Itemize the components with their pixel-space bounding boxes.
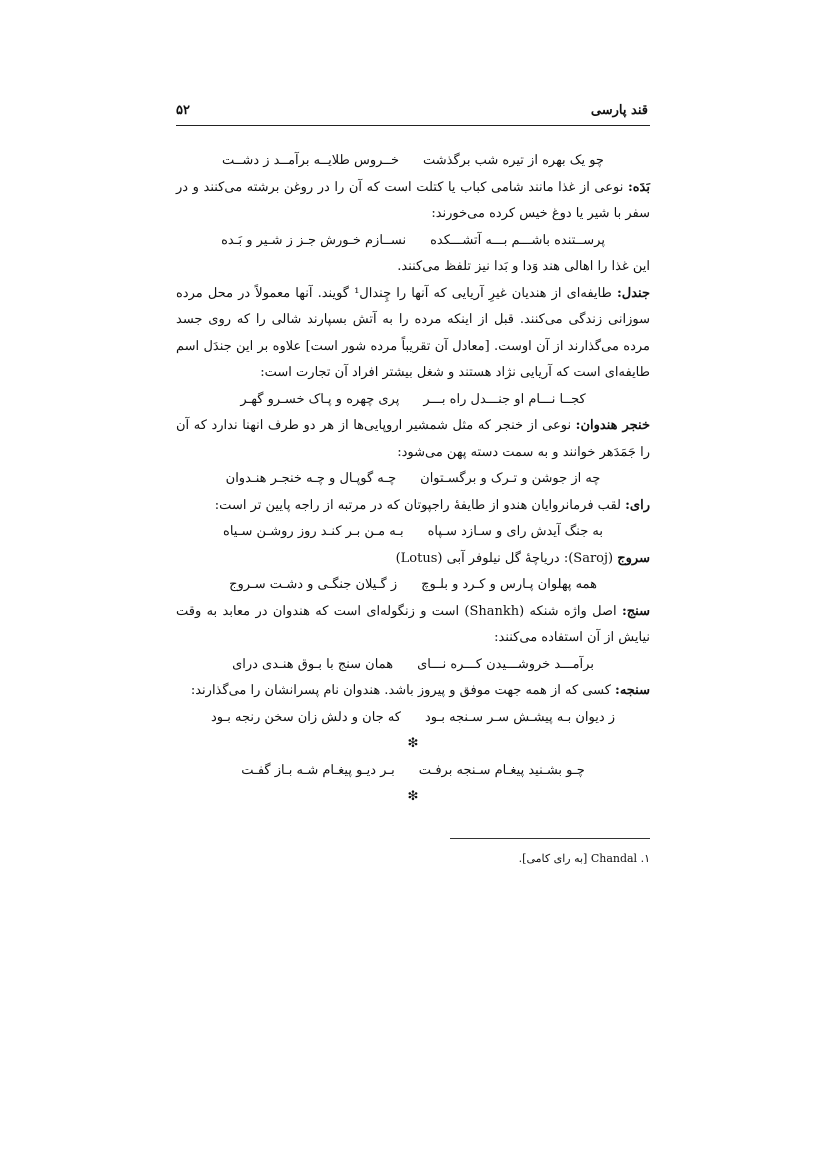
headword: بَدَه: xyxy=(627,179,650,195)
ornament-star: ❇ xyxy=(407,789,419,804)
definition: نوعی از غذا مانند شامی کباب یا کتلت است که آن را در روغن برشته می‌کنند و در سفر با شیر یا دوغ خیس کرده می‌خورند: xyxy=(176,179,650,221)
hemistich-1: چه از جوشن و تـرک و برگسـتوان xyxy=(420,471,601,486)
hemistich-1: ز دیوان بـه پیشـش سـر سـنجه بـود xyxy=(425,709,616,725)
hemistich-2: که جان و دلش زان سخن رنجه بـود xyxy=(210,709,401,725)
body-text xyxy=(176,148,650,811)
footnote: ۱. Chandal [به رای کامی]. xyxy=(518,852,650,865)
headword: خنجر هندوان: xyxy=(575,418,650,433)
hemistich-1: همه پهلوان پـارس و کـرد و بلـوچ xyxy=(421,577,597,592)
definition: این غذا را اهالی هند وَدا و بَدا نیز تلفظ می‌کنند. xyxy=(397,259,650,274)
hemistich-2: بـه مـن بـر کنـد روز روشـن سـیاه xyxy=(223,524,404,539)
hemistich-1: کجــا نـــام او جنـــدل راه بـــر xyxy=(423,391,586,407)
hemistich-1: چـو بشـنید پیغـام سـنجه برفـت xyxy=(418,762,585,778)
verse-1 xyxy=(176,148,650,175)
definition: لقب فرمانروایان هندو از طایفهٔ راجپوتان که در مرتبه از راجه پایین تر است: xyxy=(214,497,626,513)
hemistich-2: بـر دیـو پیغـام شـه بـاز گفـت xyxy=(241,762,395,778)
entry-sanjeh xyxy=(176,678,650,705)
entry-khanjar-hendavan xyxy=(176,413,650,466)
footnote-rule xyxy=(450,838,650,839)
headword: رای: xyxy=(625,497,650,513)
note-paragraph xyxy=(176,254,650,281)
hemistich-1: چو یک بهره از تیره شب برگذشت xyxy=(423,153,604,168)
entry-sanj xyxy=(176,599,650,652)
verse-5 xyxy=(176,519,650,546)
entry-jandal xyxy=(176,281,650,387)
hemistich-2: پری چهره و پـاک خسـرو گهـر xyxy=(240,391,400,407)
verse-4 xyxy=(176,466,650,493)
definition: (Saroj): دریاچهٔ گل نیلوفر آبی (Lotus) xyxy=(395,550,618,566)
entry-rai xyxy=(176,493,650,520)
ornament-star: ❇ xyxy=(407,736,419,751)
verse-3 xyxy=(176,387,650,414)
hemistich-2: ز گـیلان جنگـی و دشـت سـروج xyxy=(229,577,398,592)
header-rule xyxy=(176,125,650,126)
hemistich-1: پرســتنده باشـــم بـــه آتشـــکده xyxy=(430,232,605,248)
headword: جندل: xyxy=(616,285,650,301)
hemistich-2: نســازم خـورش جـز ز شـیر و بَـده xyxy=(221,232,407,248)
definition: طایفه‌ای از هندیان غیرِ آریایی که آنها را چِندال¹ گویند. آنها معمولاً در محل مرده سوزانی زندگی می‌کنند. قبل از اینکه مرده را به آتش بسپارند شالی را که روی جسد مرده می‌گذارند از آن اوست. [معادل آن تقریباً مرده شور است] علاوه بر این جندَل اسم طایفه‌ای است که آریایی نژاد هستند و شغل بیشتر افراد آن تجارت است: xyxy=(176,285,650,380)
entry-saroj xyxy=(176,546,650,573)
entry-badeh xyxy=(176,175,650,228)
verse-7 xyxy=(176,652,650,679)
definition: کسی که از همه جهت موفق و پیروز باشد. هندوان نام پسرانشان را می‌گذارند: xyxy=(190,683,616,698)
hemistich-2: خــروس طلایــه برآمــد ز دشــت xyxy=(222,153,400,168)
hemistich-1: برآمـــد خروشـــیدن کـــره نـــای xyxy=(417,656,594,672)
definition: اصل واژه شنکه (Shankh) است و زنگوله‌ای است که هندوان در معابد به وقت نیایش از آن استفاده می‌کنند: xyxy=(176,603,650,645)
headword: سنج: xyxy=(621,603,650,619)
verse-6 xyxy=(176,572,650,599)
page-number: ۵۲ xyxy=(176,103,190,118)
hemistich-2: چـه گوپـال و چـه خنجـر هنـدوان xyxy=(225,471,397,486)
verse-8 xyxy=(176,705,650,732)
verse-9 xyxy=(176,758,650,785)
headword: سروج xyxy=(617,550,650,566)
running-title: قند پارسی xyxy=(590,103,648,118)
hemistich-2: همان سنج با بـوق هنـدی درای xyxy=(232,656,394,672)
definition: نوعی از خنجر که مثل شمشیر اروپایی‌ها از هر دو طرف انهنا ندارد که آن را جَمَدَهر خوانند و به سمت دسته پهن می‌شود: xyxy=(176,418,650,460)
verse-2 xyxy=(176,228,650,255)
hemistich-1: به جنگ آیدش رای و سـازد سـپاه xyxy=(427,524,603,539)
headword: سنجه: xyxy=(615,683,650,698)
